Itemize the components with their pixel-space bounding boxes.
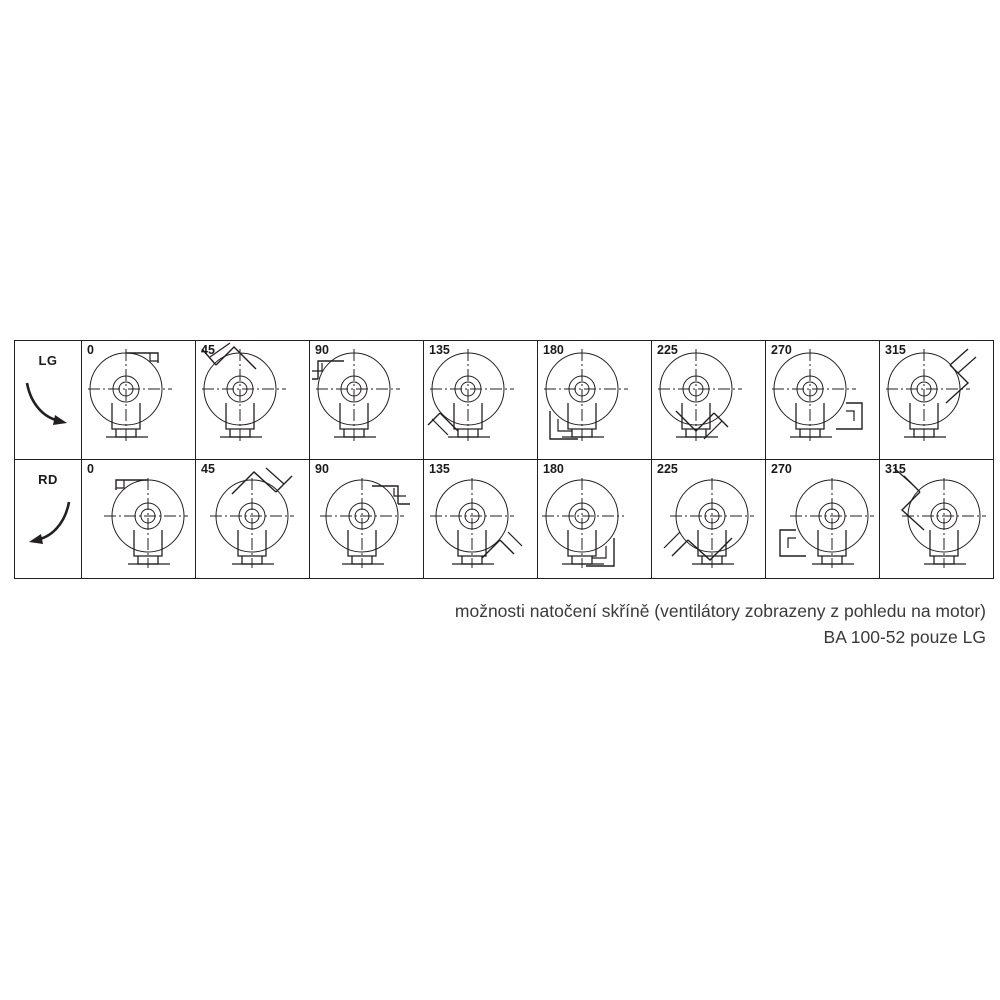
table-row xyxy=(15,341,994,460)
angle-label: 90 xyxy=(315,462,329,476)
counterclockwise-arrow-icon xyxy=(23,494,73,550)
angle-label: 270 xyxy=(771,343,792,357)
fan-housing-diagram-lg-315 xyxy=(880,341,993,457)
angle-label: 315 xyxy=(885,343,906,357)
angle-label: 270 xyxy=(771,462,792,476)
fan-housing-diagram-rd-270 xyxy=(766,460,879,576)
angle-label: 90 xyxy=(315,343,329,357)
table-row xyxy=(15,460,994,579)
fan-housing-diagram-rd-45 xyxy=(196,460,309,576)
angle-label: 225 xyxy=(657,462,678,476)
fan-cell-lg-270 xyxy=(766,341,880,460)
fan-cell-lg-135 xyxy=(424,341,538,460)
fan-cell-rd-135 xyxy=(424,460,538,579)
row-label-rd xyxy=(15,460,82,579)
caption-line-1: možnosti natočení skříně (ventilátory zobrazeny z pohledu na motor) xyxy=(454,601,986,621)
fan-cell-lg-180 xyxy=(538,341,652,460)
angle-label: 180 xyxy=(543,462,564,476)
row-label-rd-text: RD xyxy=(38,472,58,487)
fan-cell-lg-45 xyxy=(196,341,310,460)
fan-housing-diagram-rd-180 xyxy=(538,460,651,576)
fan-housing-diagram-rd-135 xyxy=(424,460,537,576)
clockwise-arrow-icon xyxy=(23,375,73,431)
fan-housing-diagram-rd-90 xyxy=(310,460,423,576)
angle-label: 315 xyxy=(885,462,906,476)
fan-housing-diagram-lg-45 xyxy=(196,341,309,457)
rotation-options-table xyxy=(14,340,994,579)
row-label-lg-text: LG xyxy=(38,353,58,368)
fan-housing-diagram-lg-270 xyxy=(766,341,879,457)
angle-label: 225 xyxy=(657,343,678,357)
fan-housing-diagram-lg-0 xyxy=(82,341,195,457)
fan-cell-lg-90 xyxy=(310,341,424,460)
fan-housing-diagram-rd-0 xyxy=(82,460,195,576)
fan-cell-rd-90 xyxy=(310,460,424,579)
angle-label: 180 xyxy=(543,343,564,357)
fan-cell-rd-0 xyxy=(82,460,196,579)
housing-rotation-diagram xyxy=(14,340,986,579)
fan-cell-rd-180 xyxy=(538,460,652,579)
fan-housing-diagram-rd-225 xyxy=(652,460,765,576)
angle-label: 135 xyxy=(429,343,450,357)
row-label-lg xyxy=(15,341,82,460)
fan-cell-rd-315 xyxy=(880,460,994,579)
angle-label: 45 xyxy=(201,343,215,357)
fan-cell-lg-0 xyxy=(82,341,196,460)
fan-cell-lg-315 xyxy=(880,341,994,460)
fan-cell-rd-45 xyxy=(196,460,310,579)
caption-line-2: BA 100-52 pouze LG xyxy=(823,627,986,648)
diagram-caption xyxy=(14,598,986,651)
fan-housing-diagram-lg-90 xyxy=(310,341,423,457)
fan-cell-rd-225 xyxy=(652,460,766,579)
angle-label: 0 xyxy=(87,462,94,476)
fan-cell-rd-270 xyxy=(766,460,880,579)
fan-housing-diagram-rd-315 xyxy=(880,460,993,576)
fan-housing-diagram-lg-180 xyxy=(538,341,651,457)
angle-label: 135 xyxy=(429,462,450,476)
fan-housing-diagram-lg-225 xyxy=(652,341,765,457)
fan-housing-diagram-lg-135 xyxy=(424,341,537,457)
angle-label: 45 xyxy=(201,462,215,476)
fan-cell-lg-225 xyxy=(652,341,766,460)
angle-label: 0 xyxy=(87,343,94,357)
